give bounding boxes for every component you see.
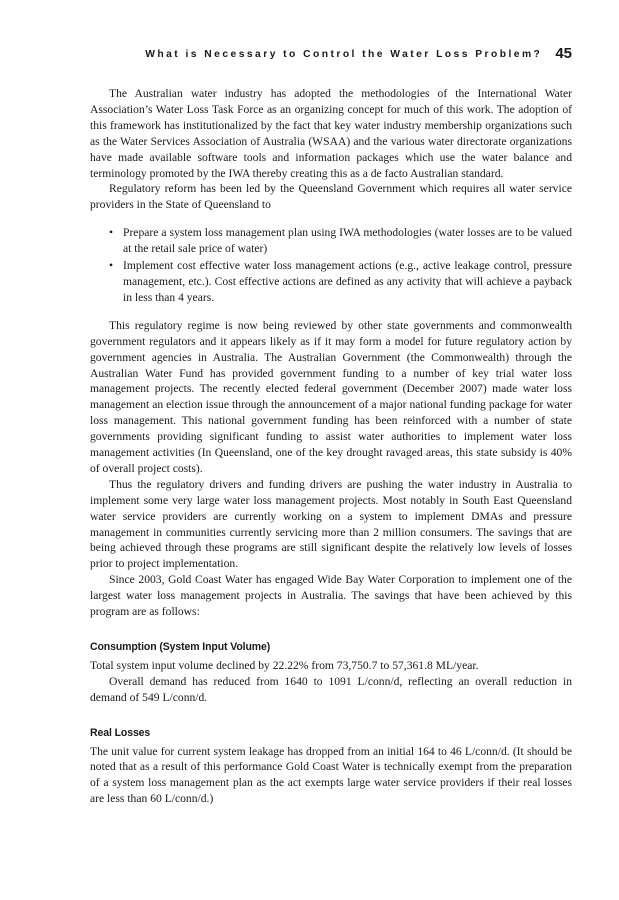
body-text — [90, 86, 572, 807]
paragraph-real-losses: The unit value for current system leakage has dropped from an initial 164 to 46 L/conn/d. (It should be noted that as a result of this performance Gold Coast Water is technically exempt from the preparation of a system loss management plan as the act exempts large water service providers if their real losses are less than 60 L/conn/d.) — [90, 744, 572, 806]
paragraph-overall-demand: Overall demand has reduced from 1640 to 1091 L/conn/d, reflecting an overall reduction in demand of 549 L/conn/d. — [90, 674, 572, 704]
paragraph-system-input: Total system input volume declined by 22.22% from 73,750.7 to 57,361.8 ML/year. — [90, 658, 479, 672]
paragraph-gold-coast: Since 2003, Gold Coast Water has engaged Wide Bay Water Corporation to implement one of the largest water loss management projects in Australia. The savings that have been achieved by this program are as follows: — [90, 573, 572, 619]
requirements-list — [90, 225, 572, 306]
paragraph-drivers: Thus the regulatory drivers and funding drivers are pushing the water industry in Australia to implement some very large water loss management projects. Most notably in South East Queensland water service providers are currently working on a system to implement DMAs and pressure management in communities currently servicing more than 2 million consumers. The savings that are being achieved through these programs are still significant despite the relatively low levels of losses prior to project implementation. — [90, 477, 572, 571]
running-title: What is Necessary to Control the Water Loss Problem? — [145, 49, 543, 60]
page-number: 45 — [555, 45, 572, 62]
running-header — [90, 44, 572, 62]
paragraph-regulatory-regime: This regulatory regime is now being reviewed by other state governments and commonwealth government regulators and it appears likely as if it may form a model for future regulatory action by government agencies in Australia. The Australian Government (the Commonwealth) through the Australian Water Fund has provided government funding to a number of key trial water loss management projects. The recently elected federal government (December 2007) made water loss management an election issue through the announcement of a major national funding package for water loss management. This national government funding has been reinforced with a number of state governments providing significant funding to assist water authorities to implement water loss management activities (In Queensland, one of the key drought ravaged areas, this state subsidy is 40% of overall project costs). — [90, 318, 572, 475]
list-item: • Implement cost effective water loss management actions (e.g., active leakage control, pressure management, etc.). Cost effective actions are defined as any activity that will achieve a payback in less than 4 years. — [123, 258, 572, 306]
section-heading-consumption: Consumption (System Input Volume) — [90, 641, 271, 653]
paragraph-regulatory-reform: Regulatory reform has been led by the Queensland Government which requires all water service providers in the State of Queensland to — [90, 182, 572, 212]
section-heading-real-losses: Real Losses — [90, 726, 151, 739]
paragraph-iwa-adoption: The Australian water industry has adopted the methodologies of the International Water Association’s Water Loss Task Force as an organizing concept for much of this work. The adoption of this framework has institutionalized by the fact that key water industry membership organizations such as the Water Services Association of Australia (WSAA) and the various water directorate organizations have made available software tools and information packages which use the water balance and terminology promoted by the IWA thereby creating this as a de facto Australian standard. — [90, 87, 572, 180]
list-item: • Prepare a system loss management plan using IWA methodologies (water losses are to be valued at the retail sale price of water) — [123, 225, 572, 257]
